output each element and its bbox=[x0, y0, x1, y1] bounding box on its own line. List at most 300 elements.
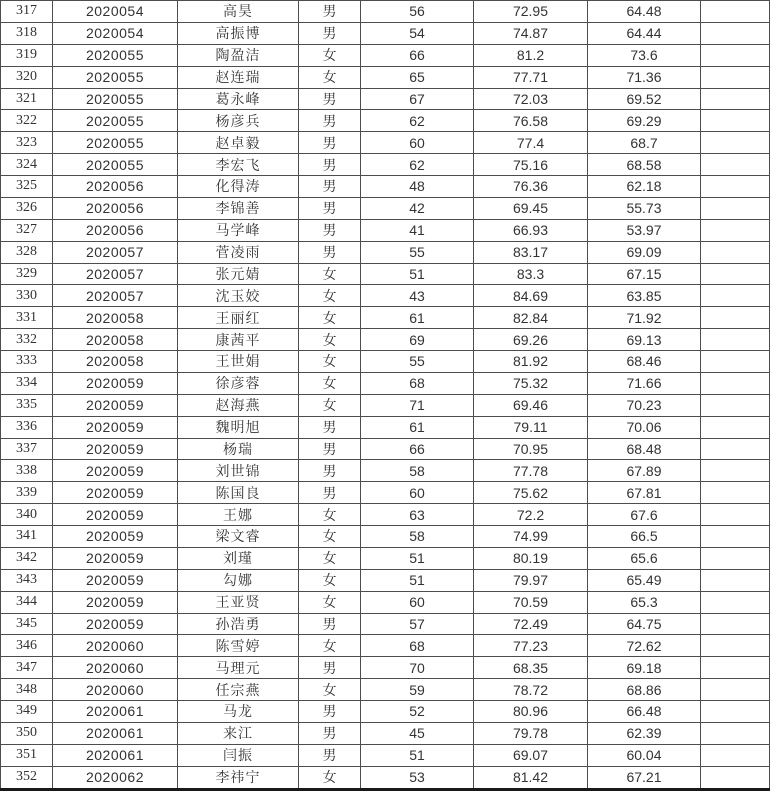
code-cell: 2020059 bbox=[53, 547, 178, 569]
score-b-cell: 69.18 bbox=[588, 657, 701, 679]
code-cell: 2020055 bbox=[53, 88, 178, 110]
num-cell: 43 bbox=[361, 285, 474, 307]
seq-cell: 326 bbox=[1, 197, 53, 219]
code-cell: 2020059 bbox=[53, 526, 178, 548]
blank-cell bbox=[701, 263, 770, 285]
gender-cell: 女 bbox=[299, 351, 361, 373]
score-b-cell: 69.13 bbox=[588, 329, 701, 351]
seq-cell: 338 bbox=[1, 460, 53, 482]
table-row bbox=[1, 329, 770, 351]
table-row bbox=[1, 132, 770, 154]
score-a-cell: 84.69 bbox=[474, 285, 588, 307]
num-cell: 66 bbox=[361, 438, 474, 460]
table-row bbox=[1, 657, 770, 679]
code-cell: 2020057 bbox=[53, 285, 178, 307]
table-row bbox=[1, 438, 770, 460]
code-cell: 2020062 bbox=[53, 766, 178, 789]
score-a-cell: 70.95 bbox=[474, 438, 588, 460]
seq-cell: 334 bbox=[1, 372, 53, 394]
score-a-cell: 76.58 bbox=[474, 110, 588, 132]
blank-cell bbox=[701, 701, 770, 723]
score-b-cell: 64.44 bbox=[588, 22, 701, 44]
score-b-cell: 66.5 bbox=[588, 526, 701, 548]
table-row bbox=[1, 219, 770, 241]
gender-cell: 男 bbox=[299, 438, 361, 460]
name-cell: 葛永峰 bbox=[178, 88, 299, 110]
score-b-cell: 64.75 bbox=[588, 613, 701, 635]
score-b-cell: 67.89 bbox=[588, 460, 701, 482]
score-b-cell: 67.15 bbox=[588, 263, 701, 285]
table-row bbox=[1, 372, 770, 394]
seq-cell: 320 bbox=[1, 66, 53, 88]
blank-cell bbox=[701, 1, 770, 23]
gender-cell: 男 bbox=[299, 701, 361, 723]
score-b-cell: 67.81 bbox=[588, 482, 701, 504]
blank-cell bbox=[701, 744, 770, 766]
code-cell: 2020059 bbox=[53, 613, 178, 635]
blank-cell bbox=[701, 679, 770, 701]
score-a-cell: 81.42 bbox=[474, 766, 588, 789]
blank-cell bbox=[701, 613, 770, 635]
score-b-cell: 65.6 bbox=[588, 547, 701, 569]
gender-cell: 男 bbox=[299, 176, 361, 198]
code-cell: 2020057 bbox=[53, 241, 178, 263]
seq-cell: 332 bbox=[1, 329, 53, 351]
gender-cell: 女 bbox=[299, 263, 361, 285]
name-cell: 王亚贤 bbox=[178, 591, 299, 613]
score-a-cell: 78.72 bbox=[474, 679, 588, 701]
seq-cell: 323 bbox=[1, 132, 53, 154]
blank-cell bbox=[701, 329, 770, 351]
seq-cell: 348 bbox=[1, 679, 53, 701]
table-row bbox=[1, 22, 770, 44]
code-cell: 2020054 bbox=[53, 22, 178, 44]
table-row bbox=[1, 285, 770, 307]
name-cell: 杨瑞 bbox=[178, 438, 299, 460]
num-cell: 66 bbox=[361, 44, 474, 66]
score-a-cell: 72.95 bbox=[474, 1, 588, 23]
name-cell: 来江 bbox=[178, 722, 299, 744]
blank-cell bbox=[701, 241, 770, 263]
code-cell: 2020061 bbox=[53, 701, 178, 723]
score-a-cell: 79.78 bbox=[474, 722, 588, 744]
num-cell: 41 bbox=[361, 219, 474, 241]
name-cell: 赵卓毅 bbox=[178, 132, 299, 154]
score-b-cell: 69.29 bbox=[588, 110, 701, 132]
score-b-cell: 71.66 bbox=[588, 372, 701, 394]
blank-cell bbox=[701, 460, 770, 482]
name-cell: 化得涛 bbox=[178, 176, 299, 198]
num-cell: 61 bbox=[361, 416, 474, 438]
gender-cell: 男 bbox=[299, 416, 361, 438]
seq-cell: 343 bbox=[1, 569, 53, 591]
blank-cell bbox=[701, 504, 770, 526]
code-cell: 2020056 bbox=[53, 219, 178, 241]
gender-cell: 男 bbox=[299, 657, 361, 679]
name-cell: 马龙 bbox=[178, 701, 299, 723]
table-row bbox=[1, 613, 770, 635]
gender-cell: 男 bbox=[299, 88, 361, 110]
name-cell: 康茜平 bbox=[178, 329, 299, 351]
table-row bbox=[1, 547, 770, 569]
table-row bbox=[1, 744, 770, 766]
blank-cell bbox=[701, 307, 770, 329]
name-cell: 陈国良 bbox=[178, 482, 299, 504]
seq-cell: 335 bbox=[1, 394, 53, 416]
score-b-cell: 68.7 bbox=[588, 132, 701, 154]
gender-cell: 女 bbox=[299, 329, 361, 351]
score-a-cell: 72.49 bbox=[474, 613, 588, 635]
gender-cell: 女 bbox=[299, 66, 361, 88]
gender-cell: 女 bbox=[299, 766, 361, 789]
num-cell: 42 bbox=[361, 197, 474, 219]
num-cell: 54 bbox=[361, 22, 474, 44]
code-cell: 2020059 bbox=[53, 416, 178, 438]
num-cell: 61 bbox=[361, 307, 474, 329]
num-cell: 58 bbox=[361, 526, 474, 548]
code-cell: 2020057 bbox=[53, 263, 178, 285]
score-a-cell: 79.11 bbox=[474, 416, 588, 438]
gender-cell: 男 bbox=[299, 154, 361, 176]
blank-cell bbox=[701, 22, 770, 44]
table-row bbox=[1, 591, 770, 613]
table-row bbox=[1, 722, 770, 744]
blank-cell bbox=[701, 372, 770, 394]
num-cell: 63 bbox=[361, 504, 474, 526]
table-row bbox=[1, 482, 770, 504]
blank-cell bbox=[701, 219, 770, 241]
name-cell: 孙浩勇 bbox=[178, 613, 299, 635]
blank-cell bbox=[701, 351, 770, 373]
name-cell: 杨彦兵 bbox=[178, 110, 299, 132]
table-row bbox=[1, 241, 770, 263]
seq-cell: 331 bbox=[1, 307, 53, 329]
table-row bbox=[1, 110, 770, 132]
blank-cell bbox=[701, 176, 770, 198]
score-a-cell: 69.46 bbox=[474, 394, 588, 416]
table-row bbox=[1, 176, 770, 198]
seq-cell: 319 bbox=[1, 44, 53, 66]
score-a-cell: 77.23 bbox=[474, 635, 588, 657]
name-cell: 赵海燕 bbox=[178, 394, 299, 416]
num-cell: 55 bbox=[361, 351, 474, 373]
blank-cell bbox=[701, 154, 770, 176]
score-a-cell: 72.2 bbox=[474, 504, 588, 526]
table-row bbox=[1, 154, 770, 176]
score-b-cell: 66.48 bbox=[588, 701, 701, 723]
score-a-cell: 80.96 bbox=[474, 701, 588, 723]
seq-cell: 347 bbox=[1, 657, 53, 679]
blank-cell bbox=[701, 438, 770, 460]
code-cell: 2020056 bbox=[53, 197, 178, 219]
score-b-cell: 69.52 bbox=[588, 88, 701, 110]
blank-cell bbox=[701, 66, 770, 88]
num-cell: 69 bbox=[361, 329, 474, 351]
score-a-cell: 81.92 bbox=[474, 351, 588, 373]
blank-cell bbox=[701, 526, 770, 548]
score-b-cell: 71.92 bbox=[588, 307, 701, 329]
code-cell: 2020058 bbox=[53, 351, 178, 373]
score-b-cell: 62.39 bbox=[588, 722, 701, 744]
table-row bbox=[1, 307, 770, 329]
table-row bbox=[1, 416, 770, 438]
num-cell: 57 bbox=[361, 613, 474, 635]
seq-cell: 317 bbox=[1, 1, 53, 23]
name-cell: 刘世锦 bbox=[178, 460, 299, 482]
num-cell: 67 bbox=[361, 88, 474, 110]
name-cell: 王丽红 bbox=[178, 307, 299, 329]
code-cell: 2020059 bbox=[53, 372, 178, 394]
score-b-cell: 68.86 bbox=[588, 679, 701, 701]
table-row bbox=[1, 635, 770, 657]
num-cell: 59 bbox=[361, 679, 474, 701]
code-cell: 2020060 bbox=[53, 635, 178, 657]
gender-cell: 女 bbox=[299, 526, 361, 548]
code-cell: 2020055 bbox=[53, 66, 178, 88]
seq-cell: 329 bbox=[1, 263, 53, 285]
gender-cell: 男 bbox=[299, 722, 361, 744]
name-cell: 张元婧 bbox=[178, 263, 299, 285]
score-a-cell: 77.71 bbox=[474, 66, 588, 88]
num-cell: 58 bbox=[361, 460, 474, 482]
blank-cell bbox=[701, 547, 770, 569]
code-cell: 2020059 bbox=[53, 460, 178, 482]
score-a-cell: 81.2 bbox=[474, 44, 588, 66]
name-cell: 刘瑾 bbox=[178, 547, 299, 569]
code-cell: 2020059 bbox=[53, 504, 178, 526]
gender-cell: 男 bbox=[299, 1, 361, 23]
name-cell: 陈雪婷 bbox=[178, 635, 299, 657]
score-b-cell: 68.46 bbox=[588, 351, 701, 373]
name-cell: 高振博 bbox=[178, 22, 299, 44]
gender-cell: 女 bbox=[299, 44, 361, 66]
code-cell: 2020055 bbox=[53, 44, 178, 66]
code-cell: 2020059 bbox=[53, 438, 178, 460]
table-row bbox=[1, 66, 770, 88]
score-a-cell: 69.45 bbox=[474, 197, 588, 219]
seq-cell: 321 bbox=[1, 88, 53, 110]
score-a-cell: 77.78 bbox=[474, 460, 588, 482]
score-b-cell: 55.73 bbox=[588, 197, 701, 219]
seq-cell: 350 bbox=[1, 722, 53, 744]
gender-cell: 女 bbox=[299, 569, 361, 591]
code-cell: 2020055 bbox=[53, 154, 178, 176]
seq-cell: 327 bbox=[1, 219, 53, 241]
name-cell: 高昊 bbox=[178, 1, 299, 23]
score-b-cell: 70.23 bbox=[588, 394, 701, 416]
seq-cell: 341 bbox=[1, 526, 53, 548]
gender-cell: 女 bbox=[299, 679, 361, 701]
num-cell: 56 bbox=[361, 1, 474, 23]
table-row bbox=[1, 394, 770, 416]
score-a-cell: 72.03 bbox=[474, 88, 588, 110]
gender-cell: 女 bbox=[299, 635, 361, 657]
blank-cell bbox=[701, 722, 770, 744]
score-a-cell: 79.97 bbox=[474, 569, 588, 591]
blank-cell bbox=[701, 482, 770, 504]
num-cell: 51 bbox=[361, 744, 474, 766]
seq-cell: 322 bbox=[1, 110, 53, 132]
name-cell: 魏明旭 bbox=[178, 416, 299, 438]
num-cell: 60 bbox=[361, 482, 474, 504]
name-cell: 赵连瑞 bbox=[178, 66, 299, 88]
name-cell: 闫振 bbox=[178, 744, 299, 766]
score-b-cell: 69.09 bbox=[588, 241, 701, 263]
blank-cell bbox=[701, 285, 770, 307]
gender-cell: 男 bbox=[299, 744, 361, 766]
num-cell: 68 bbox=[361, 635, 474, 657]
score-a-cell: 75.32 bbox=[474, 372, 588, 394]
blank-cell bbox=[701, 416, 770, 438]
seq-cell: 324 bbox=[1, 154, 53, 176]
num-cell: 71 bbox=[361, 394, 474, 416]
table-row bbox=[1, 197, 770, 219]
num-cell: 60 bbox=[361, 132, 474, 154]
name-cell: 任宗燕 bbox=[178, 679, 299, 701]
blank-cell bbox=[701, 394, 770, 416]
gender-cell: 女 bbox=[299, 547, 361, 569]
score-a-cell: 80.19 bbox=[474, 547, 588, 569]
gender-cell: 女 bbox=[299, 504, 361, 526]
name-cell: 王娜 bbox=[178, 504, 299, 526]
gender-cell: 男 bbox=[299, 22, 361, 44]
score-b-cell: 67.21 bbox=[588, 766, 701, 789]
code-cell: 2020055 bbox=[53, 110, 178, 132]
seq-cell: 328 bbox=[1, 241, 53, 263]
seq-cell: 325 bbox=[1, 176, 53, 198]
name-cell: 李宏飞 bbox=[178, 154, 299, 176]
score-a-cell: 83.17 bbox=[474, 241, 588, 263]
score-b-cell: 60.04 bbox=[588, 744, 701, 766]
code-cell: 2020058 bbox=[53, 329, 178, 351]
code-cell: 2020059 bbox=[53, 482, 178, 504]
blank-cell bbox=[701, 44, 770, 66]
num-cell: 51 bbox=[361, 263, 474, 285]
blank-cell bbox=[701, 197, 770, 219]
blank-cell bbox=[701, 132, 770, 154]
gender-cell: 女 bbox=[299, 307, 361, 329]
score-a-cell: 83.3 bbox=[474, 263, 588, 285]
table-row bbox=[1, 701, 770, 723]
blank-cell bbox=[701, 766, 770, 789]
seq-cell: 333 bbox=[1, 351, 53, 373]
num-cell: 51 bbox=[361, 547, 474, 569]
score-a-cell: 75.62 bbox=[474, 482, 588, 504]
gender-cell: 男 bbox=[299, 613, 361, 635]
table-row bbox=[1, 263, 770, 285]
table-row bbox=[1, 504, 770, 526]
name-cell: 勾娜 bbox=[178, 569, 299, 591]
blank-cell bbox=[701, 591, 770, 613]
num-cell: 62 bbox=[361, 110, 474, 132]
num-cell: 68 bbox=[361, 372, 474, 394]
gender-cell: 男 bbox=[299, 219, 361, 241]
score-a-cell: 74.87 bbox=[474, 22, 588, 44]
score-a-cell: 77.4 bbox=[474, 132, 588, 154]
name-cell: 马学峰 bbox=[178, 219, 299, 241]
gender-cell: 女 bbox=[299, 372, 361, 394]
score-b-cell: 68.48 bbox=[588, 438, 701, 460]
num-cell: 51 bbox=[361, 569, 474, 591]
blank-cell bbox=[701, 635, 770, 657]
blank-cell bbox=[701, 110, 770, 132]
name-cell: 王世娟 bbox=[178, 351, 299, 373]
name-cell: 马理元 bbox=[178, 657, 299, 679]
seq-cell: 336 bbox=[1, 416, 53, 438]
num-cell: 48 bbox=[361, 176, 474, 198]
score-b-cell: 63.85 bbox=[588, 285, 701, 307]
score-a-cell: 69.07 bbox=[474, 744, 588, 766]
name-cell: 梁文睿 bbox=[178, 526, 299, 548]
table-row bbox=[1, 679, 770, 701]
code-cell: 2020060 bbox=[53, 657, 178, 679]
num-cell: 45 bbox=[361, 722, 474, 744]
seq-cell: 330 bbox=[1, 285, 53, 307]
code-cell: 2020058 bbox=[53, 307, 178, 329]
num-cell: 70 bbox=[361, 657, 474, 679]
score-b-cell: 72.62 bbox=[588, 635, 701, 657]
gender-cell: 女 bbox=[299, 394, 361, 416]
score-b-cell: 62.18 bbox=[588, 176, 701, 198]
gender-cell: 男 bbox=[299, 482, 361, 504]
seq-cell: 342 bbox=[1, 547, 53, 569]
score-a-cell: 82.84 bbox=[474, 307, 588, 329]
blank-cell bbox=[701, 88, 770, 110]
num-cell: 60 bbox=[361, 591, 474, 613]
score-b-cell: 65.3 bbox=[588, 591, 701, 613]
gender-cell: 男 bbox=[299, 241, 361, 263]
score-a-cell: 74.99 bbox=[474, 526, 588, 548]
num-cell: 62 bbox=[361, 154, 474, 176]
table-row bbox=[1, 44, 770, 66]
score-b-cell: 70.06 bbox=[588, 416, 701, 438]
gender-cell: 男 bbox=[299, 110, 361, 132]
table-row bbox=[1, 569, 770, 591]
table-row bbox=[1, 526, 770, 548]
seq-cell: 352 bbox=[1, 766, 53, 789]
num-cell: 53 bbox=[361, 766, 474, 789]
table-row bbox=[1, 351, 770, 373]
score-a-cell: 66.93 bbox=[474, 219, 588, 241]
score-b-cell: 71.36 bbox=[588, 66, 701, 88]
name-cell: 菅凌雨 bbox=[178, 241, 299, 263]
num-cell: 55 bbox=[361, 241, 474, 263]
score-b-cell: 68.58 bbox=[588, 154, 701, 176]
gender-cell: 男 bbox=[299, 460, 361, 482]
name-cell: 李祎宁 bbox=[178, 766, 299, 789]
table-row bbox=[1, 1, 770, 23]
seq-cell: 318 bbox=[1, 22, 53, 44]
num-cell: 65 bbox=[361, 66, 474, 88]
score-a-cell: 75.16 bbox=[474, 154, 588, 176]
seq-cell: 339 bbox=[1, 482, 53, 504]
code-cell: 2020054 bbox=[53, 1, 178, 23]
seq-cell: 346 bbox=[1, 635, 53, 657]
gender-cell: 男 bbox=[299, 132, 361, 154]
num-cell: 52 bbox=[361, 701, 474, 723]
code-cell: 2020056 bbox=[53, 176, 178, 198]
name-cell: 陶盈洁 bbox=[178, 44, 299, 66]
name-cell: 徐彦蓉 bbox=[178, 372, 299, 394]
seq-cell: 351 bbox=[1, 744, 53, 766]
table-row bbox=[1, 88, 770, 110]
score-a-cell: 68.35 bbox=[474, 657, 588, 679]
table-row bbox=[1, 460, 770, 482]
code-cell: 2020055 bbox=[53, 132, 178, 154]
code-cell: 2020060 bbox=[53, 679, 178, 701]
gender-cell: 女 bbox=[299, 285, 361, 307]
seq-cell: 340 bbox=[1, 504, 53, 526]
